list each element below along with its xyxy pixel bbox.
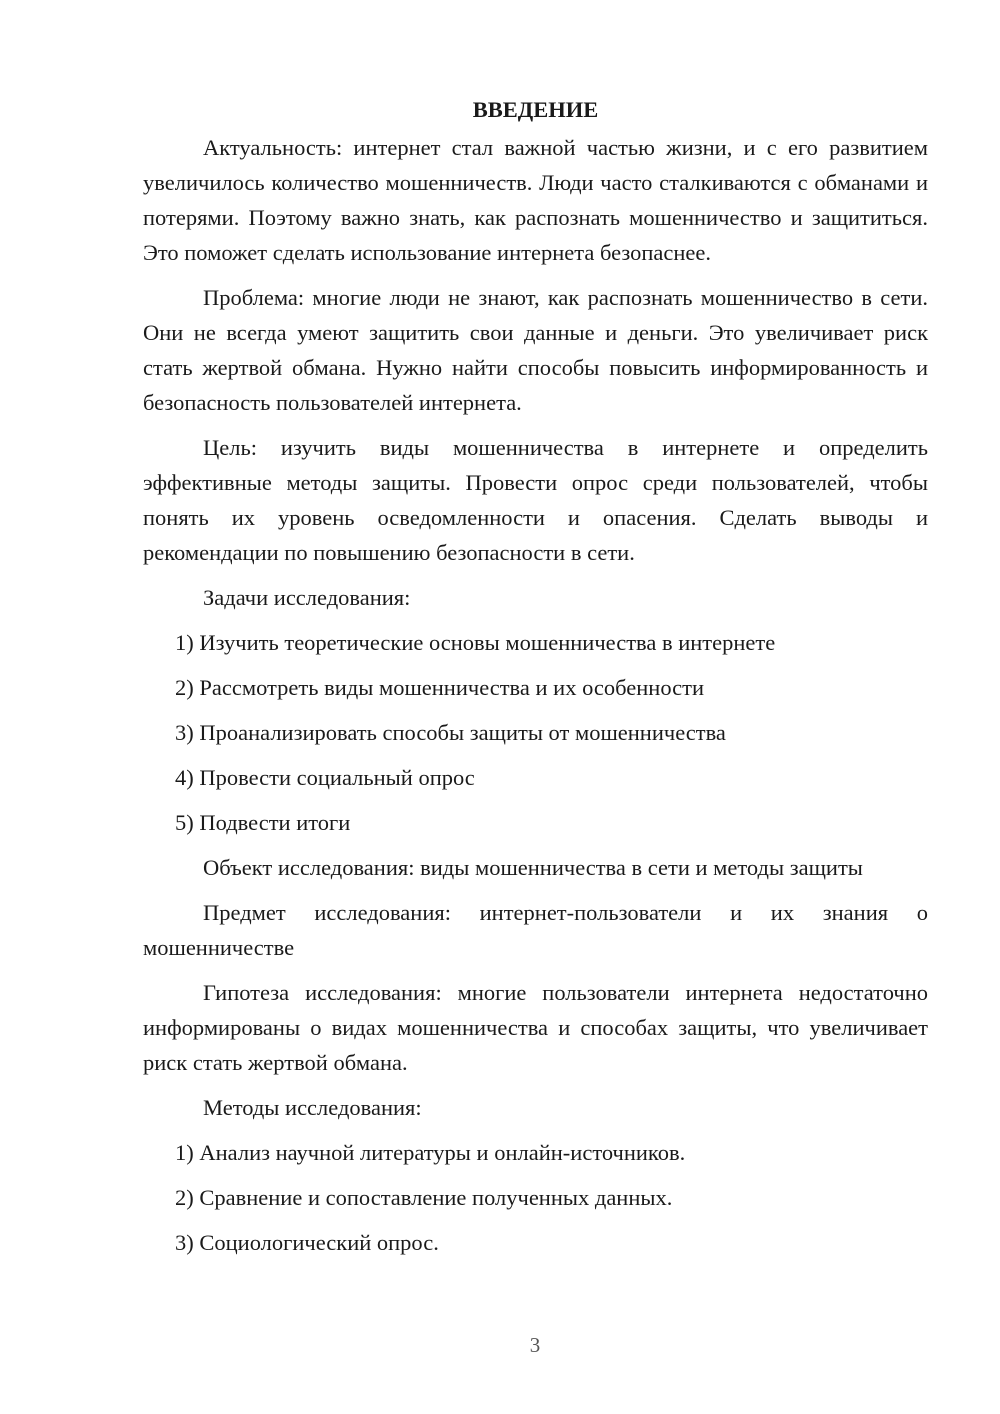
problem-paragraph: Проблема: многие люди не знают, как распознать мошенничество в сети. Они не всегда умеют защитить свои данные и деньги. Это увеличивает риск стать жертвой обмана. Нужно найти способы повысить информированность и безопасность пользователей интернета. xyxy=(143,285,928,415)
relevance-paragraph: Актуальность: интернет стал важной частью жизни, и с его развитием увеличилось количество мошенничеств. Люди часто сталкиваются с обманами и потерями. Поэтому важно знать, как распознать мошенничество и защититься. Это поможет сделать использование интернета безопаснее. xyxy=(143,135,928,265)
methods-label: Методы исследования: xyxy=(203,1095,422,1120)
list-item: 3) Социологический опрос. xyxy=(175,1230,439,1255)
tasks-list xyxy=(143,625,928,840)
tasks-label: Задачи исследования: xyxy=(203,585,411,610)
list-item: 2) Сравнение и сопоставление полученных данных. xyxy=(175,1185,673,1210)
list-item: 4) Провести социальный опрос xyxy=(175,765,475,790)
page-content xyxy=(143,92,928,1270)
methods-list xyxy=(143,1135,928,1260)
list-item: 1) Анализ научной литературы и онлайн-источников. xyxy=(175,1140,686,1165)
hypothesis-paragraph: Гипотеза исследования: многие пользователи интернета недостаточно информированы о видах мошенничества и способах защиты, что увеличивает риск стать жертвой обмана. xyxy=(143,980,928,1075)
subject-paragraph: Предмет исследования: интернет-пользователи и их знания о мошенничестве xyxy=(143,900,928,960)
section-heading: ВВЕДЕНИЕ xyxy=(472,97,599,122)
object-paragraph: Объект исследования: виды мошенничества в сети и методы защиты xyxy=(203,855,863,880)
page-number: 3 xyxy=(529,1333,541,1357)
list-item: 1) Изучить теоретические основы мошенничества в интернете xyxy=(175,630,776,655)
list-item: 2) Рассмотреть виды мошенничества и их особенности xyxy=(175,675,705,700)
list-item: 3) Проанализировать способы защиты от мошенничества xyxy=(175,720,726,745)
list-item: 5) Подвести итоги xyxy=(175,810,351,835)
goal-paragraph: Цель: изучить виды мошенничества в интернете и определить эффективные методы защиты. Провести опрос среди пользователей, чтобы понять их уровень осведомленности и опасения. Сделать выводы и рекомендации по повышению безопасности в сети. xyxy=(143,435,928,565)
